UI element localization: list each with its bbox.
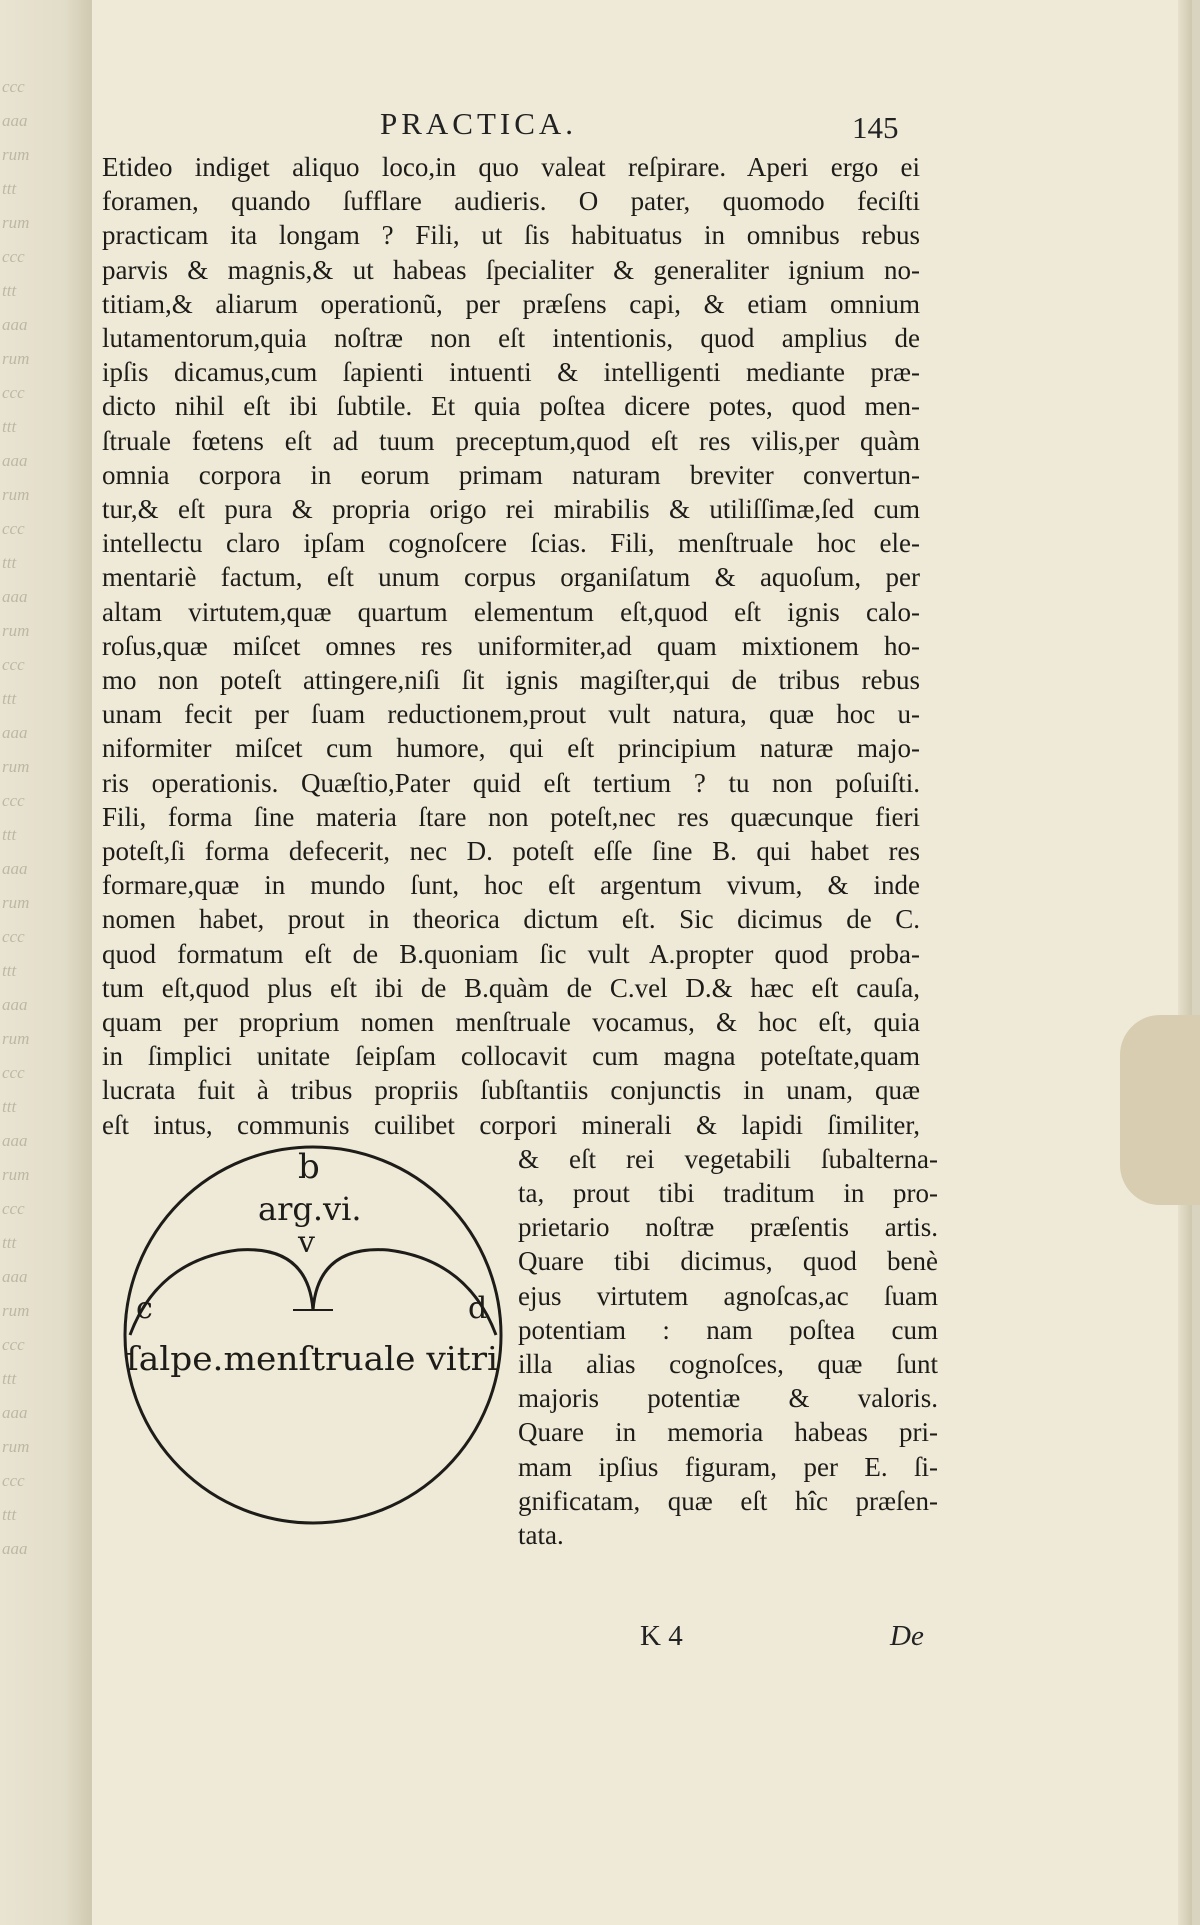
bleed-fragment: rum [2, 216, 30, 230]
text-line: omnia corpora in eorum primam naturam breviter convertun- [102, 459, 920, 490]
running-title [380, 106, 577, 142]
running-title-text: PRACTICA. [380, 106, 578, 141]
bleed-fragment: ccc [2, 1066, 25, 1080]
signature-mark: K 4 [640, 1620, 683, 1652]
bleed-fragment: aaa [2, 998, 28, 1012]
text-line: intellectu claro ipſam cognoſcere ſcias. Fili, menſtruale hoc ele- [102, 528, 920, 559]
bleed-fragment: ccc [2, 1474, 25, 1488]
figure-letter-b: b [298, 1147, 320, 1187]
bleed-fragment: aaa [2, 862, 28, 876]
text-line: foramen, quando ſufflare audieris. O pater, quomodo feciſti [102, 186, 920, 217]
bleed-fragment: aaa [2, 454, 28, 468]
bleed-fragment: ccc [2, 522, 25, 536]
bleed-fragment: ttt [2, 964, 17, 978]
facing-page-bleed [0, 0, 93, 1925]
bleed-fragment: ttt [2, 828, 17, 842]
alchemical-figure [118, 1140, 508, 1530]
text-line: mentariè factum, eſt unum corpus organiſatum & aquoſum, per [102, 562, 920, 593]
text-line: altam virtutem,quæ quartum elementum eſt,quod eſt ignis calo- [102, 596, 920, 627]
bleed-fragment: ttt [2, 284, 17, 298]
bleed-fragment: aaa [2, 1270, 28, 1284]
text-line: mo non poteſt attingere,niſi ſit ignis magiſter,qui de tribus rebus [102, 665, 920, 695]
bleed-fragment: rum [2, 896, 30, 910]
figure-label-top: arg.vi. [258, 1190, 362, 1228]
bleed-fragment: ttt [2, 182, 17, 196]
text-line: ta, prout tibi traditum in pro- [518, 1178, 938, 1208]
bleed-fragment: rum [2, 624, 30, 638]
text-line: tur,& eſt pura & propria origo rei mirabilis & utiliſſimæ,ſed cum [102, 494, 920, 524]
bleed-fragment: rum [2, 352, 30, 366]
page-edge [1178, 0, 1192, 1925]
text-line: quam per proprium nomen menſtruale vocamus, & hoc eſt, quia [102, 1007, 920, 1037]
bleed-fragment: ccc [2, 794, 25, 808]
bleed-fragment: ccc [2, 1338, 25, 1352]
text-line: Fili, forma ſine materia ſtare non poteſt,nec res quæcunque fieri [102, 801, 920, 832]
page-number: 145 [852, 110, 899, 145]
text-line: formare,quæ in mundo ſunt, hoc eſt argentum vivum, & inde [102, 870, 920, 901]
bleed-fragment: rum [2, 1304, 30, 1318]
text-line: dicto nihil eſt ibi ſubtile. Et quia poſtea dicere potes, quod men- [102, 391, 920, 422]
bleed-fragment: rum [2, 760, 30, 774]
text-line: quod formatum eſt de B.quoniam ſic vult A.propter quod proba- [102, 938, 920, 969]
text-line: niformiter miſcet cum humore, qui eſt principium naturæ majo- [102, 733, 920, 764]
text-line: illa alias cognoſces, quæ ſunt [518, 1349, 938, 1379]
bleed-fragment: ccc [2, 1202, 25, 1216]
figure-drawing [118, 1140, 508, 1530]
catchword: De [890, 1620, 924, 1652]
bleed-fragment: ttt [2, 556, 17, 570]
bleed-fragment: ttt [2, 1100, 17, 1114]
bleed-fragment: rum [2, 1440, 30, 1454]
bleed-fragment: ccc [2, 658, 25, 672]
text-line: ſtruale fœtens eſt ad tuum preceptum,quod eſt res vilis,per quàm [102, 425, 920, 456]
bleed-fragment: aaa [2, 726, 28, 740]
bleed-fragment: ccc [2, 80, 25, 94]
bleed-fragment: aaa [2, 590, 28, 604]
text-line: prietario noſtræ præſentis artis. [518, 1212, 938, 1243]
text-line: eſt intus, communis cuilibet corpori minerali & lapidi ſimiliter, [102, 1109, 920, 1140]
figure-label-bottom: ſalpe.menſtruale vitri [126, 1339, 498, 1378]
bleed-fragment: aaa [2, 1134, 28, 1148]
bleed-fragment: aaa [2, 1542, 28, 1556]
bleed-fragment: ttt [2, 1508, 17, 1522]
text-line: parvis & magnis,& ut habeas ſpecialiter & generaliter ignium no- [102, 254, 920, 285]
bleed-fragment: rum [2, 1168, 30, 1182]
text-line: ipſis dicamus,cum ſapienti intuenti & intelligenti mediante præ- [102, 357, 920, 388]
text-line: Quare in memoria habeas pri- [518, 1417, 938, 1448]
bleed-fragment: aaa [2, 1406, 28, 1420]
text-line: mam ipſius figuram, per E. ſi- [518, 1451, 938, 1482]
text-line: ris operationis. Quæſtio,Pater quid eſt tertium ? tu non poſuiſti. [102, 767, 920, 798]
text-line: majoris potentiæ & valoris. [518, 1383, 938, 1414]
bleed-fragment: rum [2, 1032, 30, 1046]
figure-letter-d: d [468, 1291, 488, 1326]
text-line: in ſimplici unitate ſeipſam collocavit cum magna poteſtate,quam [102, 1041, 920, 1072]
bleed-fragment: ttt [2, 1236, 17, 1250]
bleed-fragment: aaa [2, 318, 28, 332]
text-line: practicam ita longam ? Fili, ut ſis habituatus in omnibus rebus [102, 220, 920, 251]
bleed-fragment: ttt [2, 1372, 17, 1386]
figure-letter-c: c [136, 1291, 153, 1326]
text-line: unam fecit per ſuam reductionem,prout vult natura, quæ hoc u- [102, 699, 920, 730]
figure-letter-v: v [298, 1225, 315, 1260]
text-line: Etideo indiget aliquo loco,in quo valeat reſpirare. Aperi ergo ei [102, 152, 920, 182]
text-line: Quare tibi dicimus, quod benè [518, 1246, 938, 1277]
text-line: titiam,& aliarum operationũ, per præſens capi, & etiam omnium [102, 288, 920, 319]
text-line: tum eſt,quod plus eſt ibi de B.quàm de C.vel D.& hæc eſt cauſa, [102, 972, 920, 1003]
bleed-fragment: ccc [2, 386, 25, 400]
text-line: nomen habet, prout in theorica dictum eſt. Sic dicimus de C. [102, 904, 920, 935]
bleed-fragment: ccc [2, 250, 25, 264]
text-line: tata. [518, 1520, 564, 1550]
text-line: & eſt rei vegetabili ſubalterna- [518, 1143, 938, 1174]
text-line: potentiam : nam poſtea cum [518, 1314, 938, 1345]
text-line: lutamentorum,quia noſtræ non eſt intentionis, quod amplius de [102, 323, 920, 353]
bleed-fragment: rum [2, 148, 30, 162]
text-line: poteſt,ſi forma defecerit, nec D. poteſt eſſe ſine B. qui habet res [102, 836, 920, 866]
figure-arc-left [130, 1250, 313, 1335]
bleed-fragment: aaa [2, 114, 28, 128]
text-line: roſus,quæ miſcet omnes res uniformiter,ad quam mixtionem ho- [102, 630, 920, 661]
bleed-fragment: ttt [2, 420, 17, 434]
page-tab [1120, 1015, 1200, 1205]
bleed-fragment: rum [2, 488, 30, 502]
text-line: lucrata fuit à tribus propriis ſubſtantiis conjunctis in unam, quæ [102, 1075, 920, 1106]
text-line: gnificatam, quæ eſt hîc præſen- [518, 1485, 938, 1516]
bleed-fragment: ttt [2, 692, 17, 706]
bleed-fragment: ccc [2, 930, 25, 944]
text-line: ejus virtutem agnoſcas,ac ſuam [518, 1280, 938, 1311]
